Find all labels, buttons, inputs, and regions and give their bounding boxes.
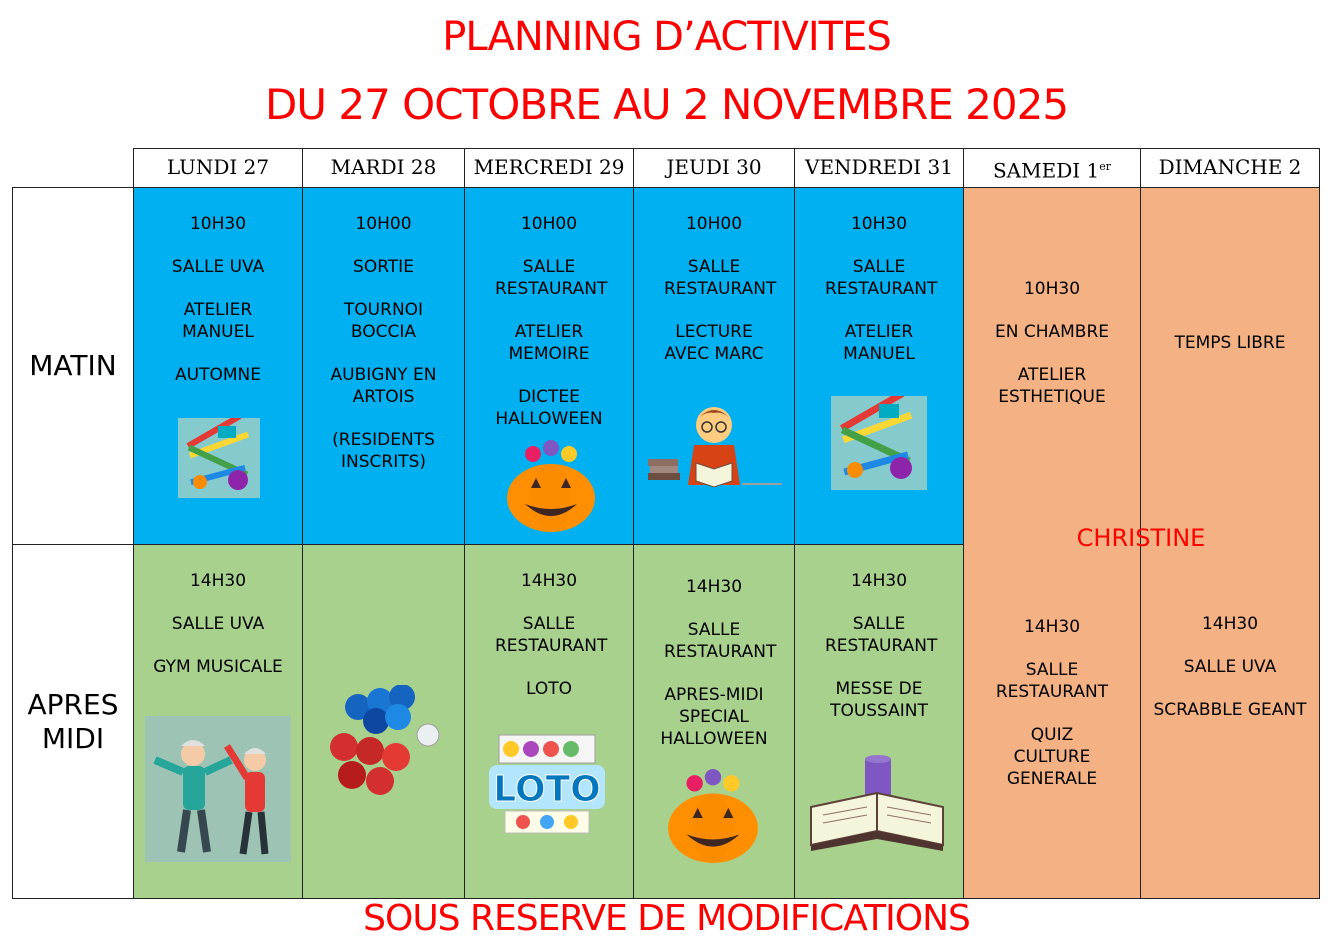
location: SALLE UVA <box>171 614 265 634</box>
cell-lundi-matin <box>133 187 303 545</box>
activity: SCRABBLE GEANT <box>1153 700 1307 720</box>
location: SALLE RESTAURANT <box>495 614 608 656</box>
activity: ATELIER MEMOIRE <box>508 322 590 364</box>
location: SALLE RESTAURANT <box>995 660 1109 702</box>
header-jeudi: JEUDI 30 <box>633 148 795 188</box>
halloween-pumpkin-image <box>664 767 762 865</box>
location: SALLE RESTAURANT <box>825 614 938 656</box>
header-dimanche: DIMANCHE 2 <box>1140 148 1320 188</box>
cell-vendredi-matin <box>794 187 964 545</box>
weekend-animator-name: CHRISTINE <box>1076 524 1206 552</box>
location: SALLE UVA <box>1183 657 1277 677</box>
location: SORTIE <box>353 257 414 277</box>
activity: MESSE DE TOUSSAINT <box>830 679 928 721</box>
location: SALLE RESTAURANT <box>495 257 608 299</box>
header-samedi: SAMEDI 1er <box>963 148 1141 188</box>
activity: ATELIER MANUEL <box>182 300 254 342</box>
location: SALLE UVA <box>171 257 265 277</box>
activity: QUIZ CULTURE GENERALE <box>1006 725 1098 789</box>
time: 14H30 <box>850 571 908 591</box>
cell-mercredi-apres-midi <box>464 544 634 899</box>
activity: TOURNOI BOCCIA <box>343 300 424 342</box>
location: SALLE RESTAURANT <box>664 620 777 662</box>
note: (RESIDENTS INSCRITS) <box>332 430 435 472</box>
seniors-gym-image <box>145 716 291 862</box>
cell-jeudi-matin <box>633 187 795 545</box>
header-mardi: MARDI 28 <box>302 148 465 188</box>
header-mercredi: MERCREDI 29 <box>464 148 634 188</box>
craft-supplies-image <box>178 418 260 498</box>
row-label-matin: MATIN <box>12 187 134 545</box>
halloween-pumpkin-image <box>503 438 599 534</box>
activity: APRES-MIDI SPECIAL HALLOWEEN <box>660 685 768 749</box>
cell-lundi-apres-midi <box>133 544 303 899</box>
time: 14H30 <box>520 571 578 591</box>
activity: ATELIER MANUEL <box>843 322 915 364</box>
cell-mardi-apres-midi <box>302 544 465 899</box>
cell-vendredi-apres-midi <box>794 544 964 899</box>
time: 10H30 <box>189 214 247 234</box>
cell-mardi-matin <box>302 187 465 545</box>
time: 14H30 <box>685 577 743 597</box>
craft-supplies-image <box>831 396 927 490</box>
place: AUBIGNY EN ARTOIS <box>330 365 437 407</box>
boccia-balls-image <box>328 685 448 800</box>
candle-book-image <box>807 753 947 857</box>
activity: LOTO <box>525 679 572 699</box>
time: 14H30 <box>1201 614 1259 634</box>
time: 10H00 <box>520 214 578 234</box>
header-vendredi: VENDREDI 31 <box>794 148 964 188</box>
cell-jeudi-apres-midi <box>633 544 795 899</box>
header-lundi: LUNDI 27 <box>133 148 303 188</box>
theme: DICTEE HALLOWEEN <box>495 387 603 429</box>
footer-note: SOUS RESERVE DE MODIFICATIONS <box>363 898 970 939</box>
theme: AUTOMNE <box>175 365 261 385</box>
time: 10H30 <box>1023 279 1081 299</box>
activity: TEMPS LIBRE <box>1174 333 1286 353</box>
location: SALLE RESTAURANT <box>825 257 938 299</box>
loto-sign-text: LOTO <box>493 769 601 810</box>
title-line-2: DU 27 OCTOBRE AU 2 NOVEMBRE 2025 <box>264 80 1069 129</box>
loto-image <box>489 731 605 837</box>
time: 10H00 <box>685 214 743 234</box>
row-label-apres-midi: APRES MIDI <box>12 544 134 899</box>
activity: ATELIER ESTHETIQUE <box>998 365 1106 407</box>
time: 10H30 <box>850 214 908 234</box>
time: 10H00 <box>355 214 412 234</box>
location: EN CHAMBRE <box>994 322 1110 342</box>
title-line-1: PLANNING D’ACTIVITES <box>442 14 891 60</box>
activity: LECTURE AVEC MARC <box>664 322 764 364</box>
reading-child-image <box>644 403 784 493</box>
location: SALLE RESTAURANT <box>664 257 777 299</box>
cell-mercredi-matin <box>464 187 634 545</box>
activity: GYM MUSICALE <box>153 657 283 677</box>
time: 14H30 <box>1023 617 1081 637</box>
time: 14H30 <box>189 571 247 591</box>
